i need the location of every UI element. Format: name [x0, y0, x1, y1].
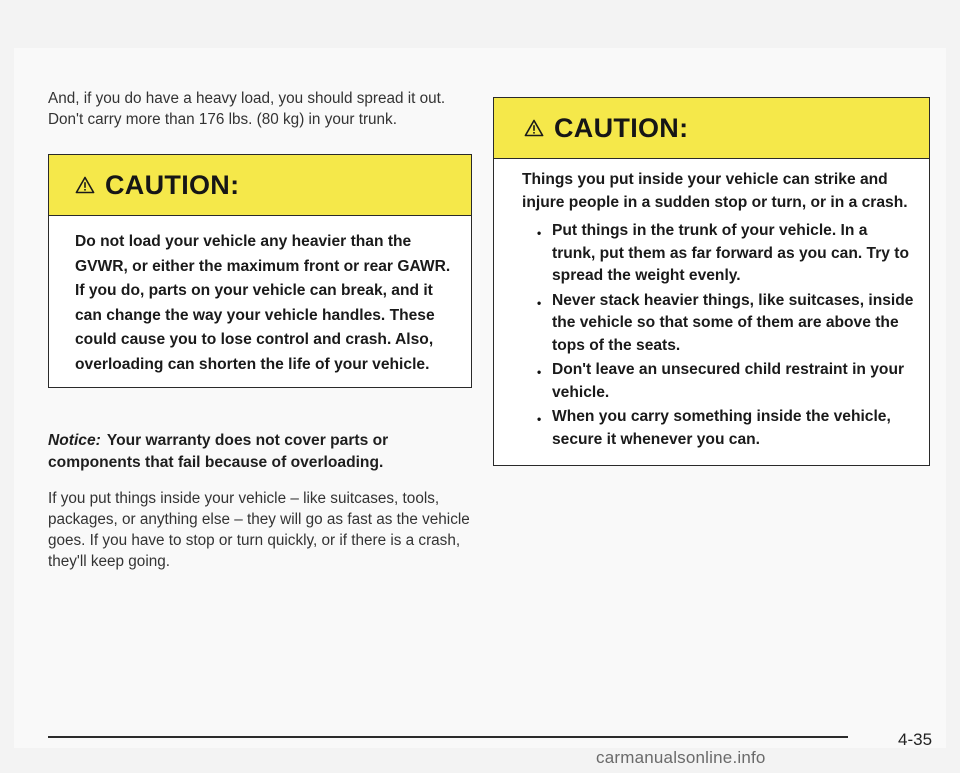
cargo-paragraph: If you put things inside your vehicle – like suitcases, tools, packages, or anything else – they will go as fast as the vehicle goes. If you have to stop or turn quickly, or if there is a crash, they'll keep going.: [48, 490, 470, 570]
list-item: • Put things in the trunk of your vehicle. In a trunk, put them as far forward as you can. Try to spread the weight evenly.: [537, 222, 909, 284]
list-item: • Don't leave an unsecured child restraint in your vehicle.: [537, 361, 905, 401]
caution-body: Do not load your vehicle any heavier than the GVWR, or either the maximum front or rear GAWR. If you do, parts on your vehicle can break, and it can change the way your vehicle handles. These could cause you to lose control and crash. Also, overloading can shorten the life of your vehicle.: [75, 233, 451, 373]
bullet-mark-icon: •: [537, 365, 542, 379]
caution-box-overload: [48, 154, 472, 388]
notice-label: Notice:: [48, 432, 101, 449]
manual-page: [14, 48, 946, 748]
notice-paragraph: [48, 430, 472, 474]
watermark-text: carmanualsonline.info: [596, 748, 766, 767]
list-item: • When you carry something inside the vehicle, secure it whenever you can.: [537, 408, 891, 448]
caution-title: CAUTION:: [554, 112, 689, 143]
caution-bullet-list: [522, 220, 915, 451]
caution-box-cargo: [493, 97, 930, 466]
bullet-mark-icon: •: [537, 412, 542, 426]
left-column: [48, 88, 472, 572]
page-number: 4-35: [898, 730, 933, 749]
right-column: [493, 97, 930, 466]
bullet-mark-icon: •: [537, 295, 542, 310]
caution-lead: Things you put inside your vehicle can strike and injure people in a sudden stop or turn, or in a crash.: [522, 171, 908, 211]
warning-triangle-icon: [75, 176, 95, 194]
intro-paragraph: And, if you do have a heavy load, you should spread it out. Don't carry more than 176 lbs. (80 kg) in your trunk.: [48, 90, 446, 128]
notice-text: Your warranty does not cover parts or components that fail because of overloading.: [48, 432, 389, 471]
caution-title: CAUTION:: [105, 169, 240, 200]
caution-body: [494, 159, 929, 465]
bullet-mark-icon: •: [537, 226, 542, 240]
list-item: • Never stack heavier things, like suitcases, inside the vehicle so that some of them are above the tops of the seats.: [537, 291, 914, 354]
warning-triangle-icon: [524, 119, 544, 137]
caution-header: [494, 98, 929, 159]
footer-rule: [48, 736, 848, 738]
caution-header: [49, 155, 471, 216]
